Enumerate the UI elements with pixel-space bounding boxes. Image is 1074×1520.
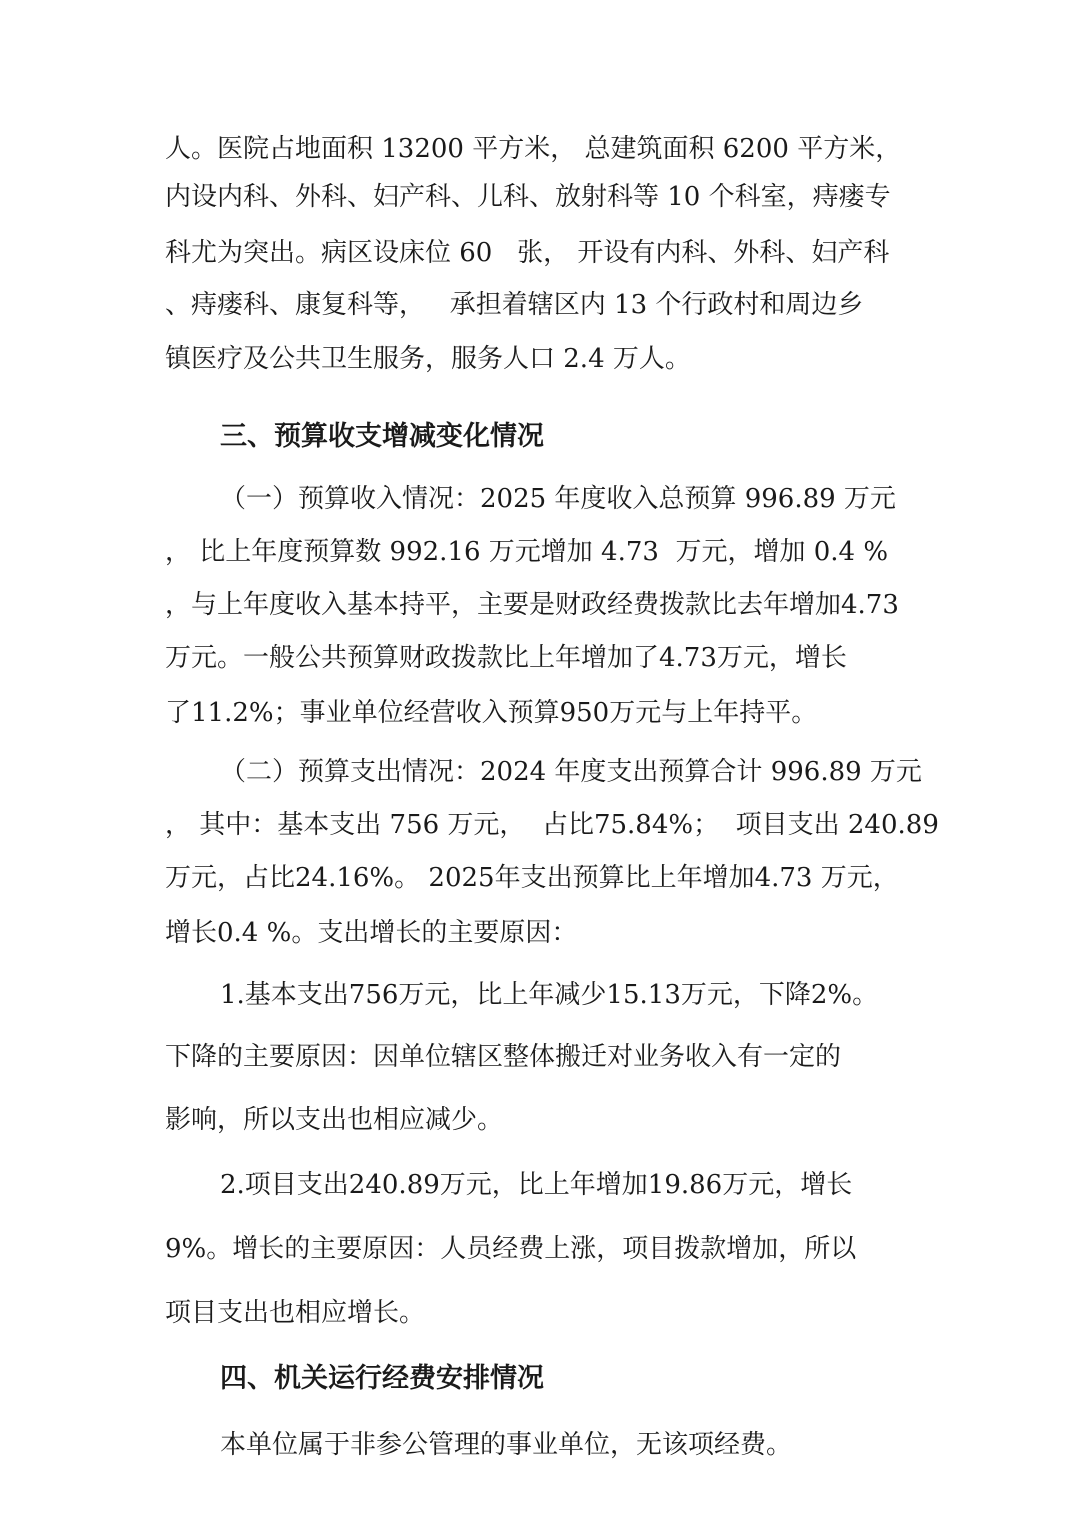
section-4-paragraph: 本单位属于非参公管理的事业单位，无该项经费。 xyxy=(220,1430,793,1460)
item-2-line-3: 项目支出也相应增长。 xyxy=(165,1298,426,1328)
item-1-line-3: 影响，所以支出也相应减少。 xyxy=(165,1105,504,1135)
income-line-1: （一）预算收入情况：2025 年度收入总预算 996.89 万元 xyxy=(220,484,896,514)
expense-line-1: （二）预算支出情况：2024 年度支出预算合计 996.89 万元 xyxy=(220,757,922,787)
income-line-2: ， 比上年度预算数 992.16 万元增加 4.73 万元，增加 0.4 % xyxy=(165,537,889,567)
item-2-line-1: 2.项目支出240.89万元，比上年增加19.86万元，增长 xyxy=(220,1170,853,1200)
item-1-line-2: 下降的主要原因：因单位辖区整体搬迁对业务收入有一定的 xyxy=(165,1042,842,1072)
item-1-line-1: 1.基本支出756万元，比上年减少15.13万元，下降2%。 xyxy=(220,980,879,1010)
section-3-heading: 三、预算收支增减变化情况 xyxy=(220,421,544,452)
income-line-4: 万元。一般公共预算财政拨款比上年增加了4.73万元，增长 xyxy=(165,643,847,673)
income-line-3: ，与上年度收入基本持平，主要是财政经费拨款比去年增加4.73 xyxy=(165,590,899,620)
intro-line-4: 、痔瘘科、康复科等， 承担着辖区内 13 个行政村和周边乡 xyxy=(165,290,864,320)
expense-line-2: ， 其中：基本支出 756 万元， 占比75.84%； 项目支出 240.89 xyxy=(165,810,939,840)
expense-line-3: 万元，占比24.16%。 2025年支出预算比上年增加4.73 万元， xyxy=(165,863,899,893)
intro-line-1: 人。医院占地面积 13200 平方米， 总建筑面积 6200 平方米， xyxy=(165,134,902,164)
intro-line-5: 镇医疗及公共卫生服务，服务人口 2.4 万人。 xyxy=(165,344,691,374)
section-4-heading: 四、机关运行经费安排情况 xyxy=(220,1363,544,1394)
item-2-line-2: 9%。增长的主要原因：人员经费上涨，项目拨款增加，所以 xyxy=(165,1234,857,1264)
intro-line-3: 科尤为突出。病区设床位 60 张， 开设有内科、外科、妇产科 xyxy=(165,238,890,268)
income-line-5: 了11.2%；事业单位经营收入预算950万元与上年持平。 xyxy=(165,698,818,728)
intro-line-2: 内设内科、外科、妇产科、儿科、放射科等 10 个科室，痔瘘专 xyxy=(165,182,891,212)
expense-line-4: 增长0.4 %。支出增长的主要原因： xyxy=(165,918,578,948)
